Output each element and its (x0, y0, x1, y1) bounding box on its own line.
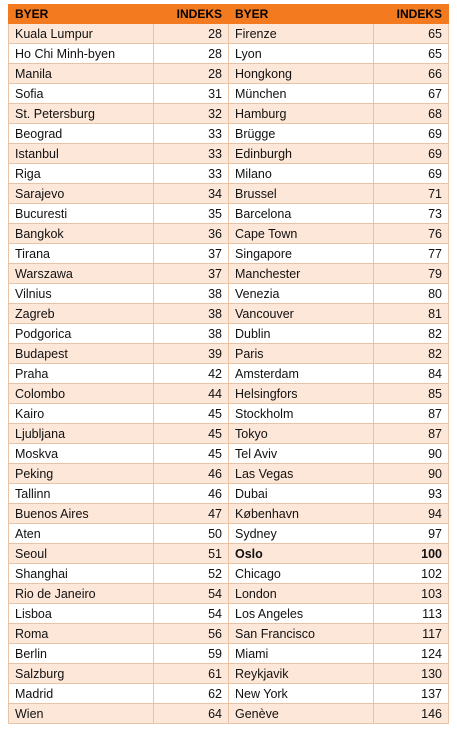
table-row (9, 644, 449, 664)
city-cell-right: Stockholm (229, 404, 374, 424)
index-cell-left: 36 (154, 224, 229, 244)
index-cell-right: 90 (374, 464, 449, 484)
city-cell-right: Genève (229, 704, 374, 724)
table-row (9, 24, 449, 44)
index-cell-right: 100 (374, 544, 449, 564)
index-cell-left: 47 (154, 504, 229, 524)
city-cell-right: Milano (229, 164, 374, 184)
table-row (9, 364, 449, 384)
table-row (9, 704, 449, 724)
city-cell-left: Buenos Aires (9, 504, 154, 524)
table-row (9, 304, 449, 324)
index-cell-left: 39 (154, 344, 229, 364)
table-row (9, 404, 449, 424)
city-cell-left: Podgorica (9, 324, 154, 344)
index-cell-right: 87 (374, 404, 449, 424)
table-row (9, 604, 449, 624)
index-cell-right: 84 (374, 364, 449, 384)
index-cell-left: 28 (154, 44, 229, 64)
city-cell-left: Seoul (9, 544, 154, 564)
table-row (9, 684, 449, 704)
index-cell-right: 102 (374, 564, 449, 584)
index-cell-right: 65 (374, 44, 449, 64)
city-cell-right: München (229, 84, 374, 104)
city-cell-left: Shanghai (9, 564, 154, 584)
table-row (9, 124, 449, 144)
city-cell-right: Oslo (229, 544, 374, 564)
index-cell-left: 34 (154, 184, 229, 204)
city-cell-right: Tokyo (229, 424, 374, 444)
table-row (9, 564, 449, 584)
city-cell-left: Beograd (9, 124, 154, 144)
city-cell-left: Bangkok (9, 224, 154, 244)
index-cell-right: 85 (374, 384, 449, 404)
city-cell-right: Dublin (229, 324, 374, 344)
city-cell-left: Warszawa (9, 264, 154, 284)
header-index-right: INDEKS (374, 5, 449, 24)
index-cell-right: 82 (374, 344, 449, 364)
index-cell-right: 97 (374, 524, 449, 544)
city-cell-right: Venezia (229, 284, 374, 304)
city-cell-right: Las Vegas (229, 464, 374, 484)
city-cell-left: St. Petersburg (9, 104, 154, 124)
index-cell-left: 45 (154, 404, 229, 424)
index-cell-right: 146 (374, 704, 449, 724)
table-row (9, 144, 449, 164)
city-cell-left: Tallinn (9, 484, 154, 504)
city-cell-right: Miami (229, 644, 374, 664)
index-cell-left: 28 (154, 64, 229, 84)
table-row (9, 664, 449, 684)
table-row (9, 224, 449, 244)
index-cell-right: 80 (374, 284, 449, 304)
index-cell-right: 130 (374, 664, 449, 684)
index-cell-left: 61 (154, 664, 229, 684)
city-cell-left: Wien (9, 704, 154, 724)
city-cell-right: Chicago (229, 564, 374, 584)
index-cell-right: 69 (374, 164, 449, 184)
index-cell-left: 64 (154, 704, 229, 724)
index-cell-left: 37 (154, 244, 229, 264)
city-cell-left: Salzburg (9, 664, 154, 684)
table-row (9, 424, 449, 444)
city-cell-right: Dubai (229, 484, 374, 504)
city-cell-left: Aten (9, 524, 154, 544)
city-cell-right: Paris (229, 344, 374, 364)
city-cell-right: Hamburg (229, 104, 374, 124)
index-cell-left: 38 (154, 284, 229, 304)
city-cell-left: Riga (9, 164, 154, 184)
city-cell-left: Praha (9, 364, 154, 384)
city-cell-right: København (229, 504, 374, 524)
city-cell-right: Barcelona (229, 204, 374, 224)
index-cell-left: 45 (154, 424, 229, 444)
table-row (9, 384, 449, 404)
city-cell-right: Lyon (229, 44, 374, 64)
index-cell-left: 56 (154, 624, 229, 644)
table-row (9, 504, 449, 524)
city-cell-right: Hongkong (229, 64, 374, 84)
index-cell-right: 82 (374, 324, 449, 344)
index-cell-left: 50 (154, 524, 229, 544)
index-cell-left: 54 (154, 584, 229, 604)
city-cell-right: Manchester (229, 264, 374, 284)
city-cell-left: Istanbul (9, 144, 154, 164)
index-cell-left: 52 (154, 564, 229, 584)
index-cell-left: 35 (154, 204, 229, 224)
city-cell-left: Moskva (9, 444, 154, 464)
city-cell-left: Berlin (9, 644, 154, 664)
index-cell-right: 68 (374, 104, 449, 124)
index-cell-left: 28 (154, 24, 229, 44)
index-cell-left: 33 (154, 124, 229, 144)
city-cell-right: San Francisco (229, 624, 374, 644)
index-cell-right: 66 (374, 64, 449, 84)
table-row (9, 184, 449, 204)
index-cell-right: 87 (374, 424, 449, 444)
table-row (9, 64, 449, 84)
index-cell-left: 38 (154, 304, 229, 324)
city-index-table-container (8, 4, 448, 724)
index-cell-right: 81 (374, 304, 449, 324)
city-cell-left: Ljubljana (9, 424, 154, 444)
index-cell-right: 79 (374, 264, 449, 284)
index-cell-left: 46 (154, 484, 229, 504)
city-cell-right: Los Angeles (229, 604, 374, 624)
index-cell-left: 42 (154, 364, 229, 384)
index-cell-right: 113 (374, 604, 449, 624)
table-row (9, 264, 449, 284)
city-index-table (8, 4, 449, 724)
city-cell-left: Vilnius (9, 284, 154, 304)
city-cell-right: Sydney (229, 524, 374, 544)
city-cell-left: Bucuresti (9, 204, 154, 224)
city-cell-right: London (229, 584, 374, 604)
index-cell-right: 67 (374, 84, 449, 104)
table-body (9, 24, 449, 724)
table-row (9, 324, 449, 344)
index-cell-left: 59 (154, 644, 229, 664)
table-row (9, 104, 449, 124)
index-cell-right: 117 (374, 624, 449, 644)
table-row (9, 164, 449, 184)
table-row (9, 204, 449, 224)
index-cell-left: 54 (154, 604, 229, 624)
city-cell-left: Roma (9, 624, 154, 644)
table-row (9, 624, 449, 644)
city-cell-right: Helsingfors (229, 384, 374, 404)
city-cell-left: Peking (9, 464, 154, 484)
city-cell-right: Tel Aviv (229, 444, 374, 464)
city-cell-right: Vancouver (229, 304, 374, 324)
header-index-left: INDEKS (154, 5, 229, 24)
index-cell-left: 51 (154, 544, 229, 564)
table-row (9, 464, 449, 484)
city-cell-left: Sofia (9, 84, 154, 104)
header-city-right: BYER (229, 5, 374, 24)
city-cell-left: Sarajevo (9, 184, 154, 204)
city-cell-right: New York (229, 684, 374, 704)
header-city-left: BYER (9, 5, 154, 24)
index-cell-left: 45 (154, 444, 229, 464)
index-cell-right: 76 (374, 224, 449, 244)
index-cell-left: 38 (154, 324, 229, 344)
index-cell-right: 137 (374, 684, 449, 704)
table-row (9, 284, 449, 304)
index-cell-left: 46 (154, 464, 229, 484)
city-cell-right: Brussel (229, 184, 374, 204)
index-cell-right: 65 (374, 24, 449, 44)
index-cell-right: 71 (374, 184, 449, 204)
city-cell-left: Lisboa (9, 604, 154, 624)
city-cell-left: Kuala Lumpur (9, 24, 154, 44)
city-cell-right: Edinburgh (229, 144, 374, 164)
index-cell-left: 37 (154, 264, 229, 284)
index-cell-left: 62 (154, 684, 229, 704)
index-cell-left: 31 (154, 84, 229, 104)
index-cell-left: 44 (154, 384, 229, 404)
city-cell-left: Kairo (9, 404, 154, 424)
index-cell-right: 103 (374, 584, 449, 604)
city-cell-right: Brügge (229, 124, 374, 144)
index-cell-left: 32 (154, 104, 229, 124)
index-cell-right: 77 (374, 244, 449, 264)
table-row (9, 244, 449, 264)
index-cell-left: 33 (154, 144, 229, 164)
city-cell-left: Tirana (9, 244, 154, 264)
table-row (9, 484, 449, 504)
index-cell-left: 33 (154, 164, 229, 184)
index-cell-right: 69 (374, 124, 449, 144)
city-cell-right: Firenze (229, 24, 374, 44)
index-cell-right: 124 (374, 644, 449, 664)
index-cell-right: 73 (374, 204, 449, 224)
city-cell-left: Budapest (9, 344, 154, 364)
city-cell-left: Zagreb (9, 304, 154, 324)
city-cell-left: Ho Chi Minh-byen (9, 44, 154, 64)
city-cell-right: Cape Town (229, 224, 374, 244)
table-header-row (9, 5, 449, 24)
city-cell-left: Manila (9, 64, 154, 84)
table-row (9, 584, 449, 604)
index-cell-right: 90 (374, 444, 449, 464)
city-cell-left: Colombo (9, 384, 154, 404)
table-row (9, 444, 449, 464)
table-row (9, 84, 449, 104)
city-cell-right: Amsterdam (229, 364, 374, 384)
table-row (9, 544, 449, 564)
index-cell-right: 93 (374, 484, 449, 504)
table-row (9, 344, 449, 364)
index-cell-right: 94 (374, 504, 449, 524)
table-row (9, 44, 449, 64)
city-cell-left: Madrid (9, 684, 154, 704)
city-cell-right: Singapore (229, 244, 374, 264)
city-cell-left: Rio de Janeiro (9, 584, 154, 604)
city-cell-right: Reykjavik (229, 664, 374, 684)
table-row (9, 524, 449, 544)
index-cell-right: 69 (374, 144, 449, 164)
